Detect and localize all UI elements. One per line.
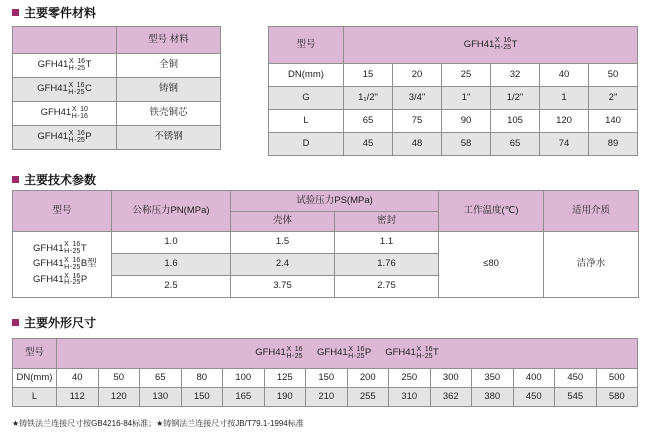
dims-l-cell: 255: [347, 388, 389, 407]
model-base: GFH41: [37, 59, 69, 71]
dims-l-cell: 580: [596, 388, 638, 407]
model-suffix: T: [80, 242, 87, 254]
tech-temp-cell: ≤80: [439, 232, 544, 298]
tech-pn-cell: 1.0: [112, 232, 231, 254]
dims-dn-cell: 450: [555, 369, 597, 388]
model-code: GFH41 X H - 16 25 T: [463, 37, 518, 52]
model-base: GFH41: [33, 273, 64, 285]
section-marker-icon: [12, 9, 19, 16]
parts-material-cell: 全铜: [117, 54, 221, 78]
dims-dn-cell: 500: [596, 369, 638, 388]
thread-value-cell: 48: [393, 133, 442, 156]
model-suffix: B型: [80, 258, 97, 270]
tech-shell-cell: 1.5: [231, 232, 335, 254]
dims-l-cell: 150: [181, 388, 223, 407]
model-type-stack: X H: [64, 272, 70, 287]
model-pressure-stack: 16 25: [424, 345, 433, 360]
dims-dn-cell: 150: [306, 369, 348, 388]
thread-value-cell: 65: [344, 110, 393, 133]
thread-value-cell: 2": [589, 87, 638, 110]
model-pressure-stack: 16 25: [72, 241, 81, 255]
section-marker-icon: [12, 176, 19, 183]
model-type-stack: X H: [494, 37, 500, 51]
model-type-stack: X H: [286, 345, 292, 360]
thread-value-cell: 20: [393, 64, 442, 87]
tech-shell-cell: 2.4: [231, 254, 335, 276]
dims-l-cell: 130: [140, 388, 182, 407]
section-title-dims: [12, 315, 96, 329]
dims-l-cell: 120: [98, 388, 140, 407]
model-suffix: P: [85, 131, 92, 143]
parts-material-cell: 不锈钢: [117, 126, 221, 150]
tech-header-medium: 适用介质: [544, 191, 639, 232]
thread-value-cell: 74: [540, 133, 589, 156]
dims-dn-cell: 250: [389, 369, 431, 388]
model-code: GFH41 X H - 16 25 P: [317, 345, 372, 360]
model-suffix: T: [511, 38, 518, 50]
thread-value-cell: 1": [442, 87, 491, 110]
dims-dn-cell: 50: [98, 369, 140, 388]
model-base: GFH41: [385, 347, 416, 359]
model-pressure-stack: 16 25: [72, 256, 81, 271]
model-type-stack: X H: [71, 105, 77, 120]
model-pressure-stack: 16 25: [356, 345, 365, 360]
model-pressure-stack: 16 25: [76, 81, 85, 96]
dims-models-cell: [57, 339, 638, 369]
thread-row-label: L: [269, 110, 344, 133]
thread-row: [269, 110, 638, 133]
tech-shell-cell: 3.75: [231, 276, 335, 298]
thread-value-cell: 1₁/2": [344, 87, 393, 110]
parts-table-header-blank: [13, 27, 117, 54]
model-type-stack: X H: [68, 81, 74, 96]
tech-seal-cell: 1.76: [335, 254, 439, 276]
dims-dn-cell: 100: [223, 369, 265, 388]
dims-l-cell: 450: [513, 388, 555, 407]
model-code: GFH41 X H - 16 25 B型: [33, 256, 97, 271]
model-type-stack: X H: [416, 345, 422, 360]
parts-model-cell: [13, 102, 117, 126]
model-pressure-stack: 16 25: [72, 272, 81, 287]
tech-header-shell: 壳体: [231, 212, 335, 232]
tech-header-temp: 工作温度(℃): [439, 191, 544, 232]
thread-value-cell: 1/2": [491, 87, 540, 110]
tech-table: [12, 190, 639, 298]
thread-value-cell: 105: [491, 110, 540, 133]
model-pressure-stack: 10 16: [80, 105, 88, 120]
dims-l-cell: 362: [430, 388, 472, 407]
thread-value-cell: 50: [589, 64, 638, 87]
section-title-parts: [12, 5, 96, 19]
dims-l-cell: 545: [555, 388, 597, 407]
parts-row: [13, 78, 221, 102]
dims-dn-cell: 40: [57, 369, 99, 388]
thread-value-cell: 3/4": [393, 87, 442, 110]
dims-dn-label: DN(mm): [13, 369, 57, 388]
model-pressure-stack: 16 25: [503, 37, 512, 51]
thread-value-cell: 65: [491, 133, 540, 156]
model-suffix: T: [85, 59, 92, 71]
model-base: GFH41: [37, 83, 68, 95]
dims-dn-cell: 350: [472, 369, 514, 388]
dims-l-cell: 190: [264, 388, 306, 407]
model-type-stack: X H: [68, 129, 74, 144]
model-base: GFH41: [463, 38, 495, 50]
model-code: GFH41 X H - 10 16: [40, 105, 88, 120]
model-suffix: T: [433, 347, 439, 359]
parts-model-cell: [13, 78, 117, 102]
parts-table-header: 型号 材料: [117, 27, 221, 54]
model-code: GFH41 X H - 16 25 P: [37, 129, 92, 144]
parts-material-cell: 铸钢: [117, 78, 221, 102]
dims-table: [12, 338, 638, 407]
thread-row-label: D: [269, 133, 344, 156]
thread-row-label: DN(mm): [269, 64, 344, 87]
thread-row: [269, 133, 638, 156]
thread-value-cell: 90: [442, 110, 491, 133]
model-pressure-stack: 16 25: [77, 57, 85, 72]
section-title-text: 主要技术参数: [24, 172, 97, 187]
tech-medium-cell: 洁净水: [544, 232, 639, 298]
dims-dn-cell: 125: [264, 369, 306, 388]
dims-l-cell: 165: [223, 388, 265, 407]
thread-table-model: [344, 27, 638, 64]
thread-table: [268, 26, 638, 156]
thread-value-cell: 1: [540, 87, 589, 110]
section-title-text: 主要零件材料: [24, 5, 97, 20]
dims-l-cell: 310: [389, 388, 431, 407]
thread-value-cell: 15: [344, 64, 393, 87]
model-suffix: C: [84, 83, 92, 95]
thread-value-cell: 140: [589, 110, 638, 133]
section-marker-icon: [12, 319, 19, 326]
dims-dn-cell: 300: [430, 369, 472, 388]
tech-header-pn: 公称压力PN(MPa): [112, 191, 231, 232]
tech-header-ps: 试验压力PS(MPa): [231, 191, 439, 212]
section-title-text: 主要外形尺寸: [24, 315, 97, 330]
model-type-stack: X H: [348, 345, 354, 360]
dims-dn-cell: 400: [513, 369, 555, 388]
dims-l-cell: 210: [306, 388, 348, 407]
model-base: GFH41: [37, 131, 69, 143]
model-type-stack: X H: [64, 241, 70, 255]
thread-value-cell: 75: [393, 110, 442, 133]
tech-seal-cell: 1.1: [335, 232, 439, 254]
thread-value-cell: 89: [589, 133, 638, 156]
tech-pn-cell: 1.6: [112, 254, 231, 276]
model-code: GFH41 X H - 16 25 T: [385, 345, 439, 360]
model-code: GFH41 X H - 16 25 P: [33, 272, 88, 287]
parts-row: [13, 126, 221, 150]
thread-row: [269, 64, 638, 87]
model-suffix: P: [364, 347, 372, 359]
thread-value-cell: 40: [540, 64, 589, 87]
tech-pn-cell: 2.5: [112, 276, 231, 298]
parts-model-cell: [13, 54, 117, 78]
dims-l-label: L: [13, 388, 57, 407]
section-title-tech: [12, 172, 96, 186]
dims-l-cell: 380: [472, 388, 514, 407]
thread-value-cell: 32: [491, 64, 540, 87]
thread-value-cell: 25: [442, 64, 491, 87]
dims-dn-cell: 80: [181, 369, 223, 388]
model-suffix: P: [80, 273, 88, 285]
thread-value-cell: 45: [344, 133, 393, 156]
model-pressure-stack: 16 25: [76, 129, 85, 144]
dims-dn-cell: 200: [347, 369, 389, 388]
parts-model-cell: [13, 126, 117, 150]
model-base: GFH41: [40, 107, 72, 119]
dims-l-cell: 112: [57, 388, 99, 407]
thread-value-cell: 58: [442, 133, 491, 156]
footnote: ★铸铁法兰连接尺寸按GB4216-84标准；★铸钢法兰连接尺寸按JB/T79.1-1994标准: [12, 419, 304, 428]
thread-row: [269, 87, 638, 110]
dims-dn-cell: 65: [140, 369, 182, 388]
model-code: GFH41 X H - 16 25: [255, 345, 303, 360]
model-base: GFH41: [33, 242, 64, 254]
parts-table: [12, 26, 221, 150]
thread-table-model-label: 型号: [269, 27, 344, 64]
tech-header-model: 型号: [13, 191, 112, 232]
model-base: GFH41: [255, 347, 286, 359]
tech-header-seal: 密封: [335, 212, 439, 232]
model-code: GFH41 X H - 16 25 C: [37, 81, 92, 96]
parts-row: [13, 102, 221, 126]
dims-model-label: 型号: [13, 339, 57, 369]
thread-value-cell: 120: [540, 110, 589, 133]
model-pressure-stack: 16 25: [294, 345, 303, 360]
parts-row: [13, 54, 221, 78]
thread-row-label: G: [269, 87, 344, 110]
tech-seal-cell: 2.75: [335, 276, 439, 298]
parts-material-cell: 铁壳铜芯: [117, 102, 221, 126]
model-base: GFH41: [317, 347, 348, 359]
model-code: GFH41 X H - 16 25 T: [37, 57, 92, 72]
model-type-stack: X H: [68, 57, 74, 72]
model-type-stack: X H: [64, 256, 70, 271]
model-base: GFH41: [33, 258, 64, 270]
model-code: GFH41 X H - 16 25 T: [33, 241, 87, 255]
tech-models-cell: [13, 232, 112, 298]
